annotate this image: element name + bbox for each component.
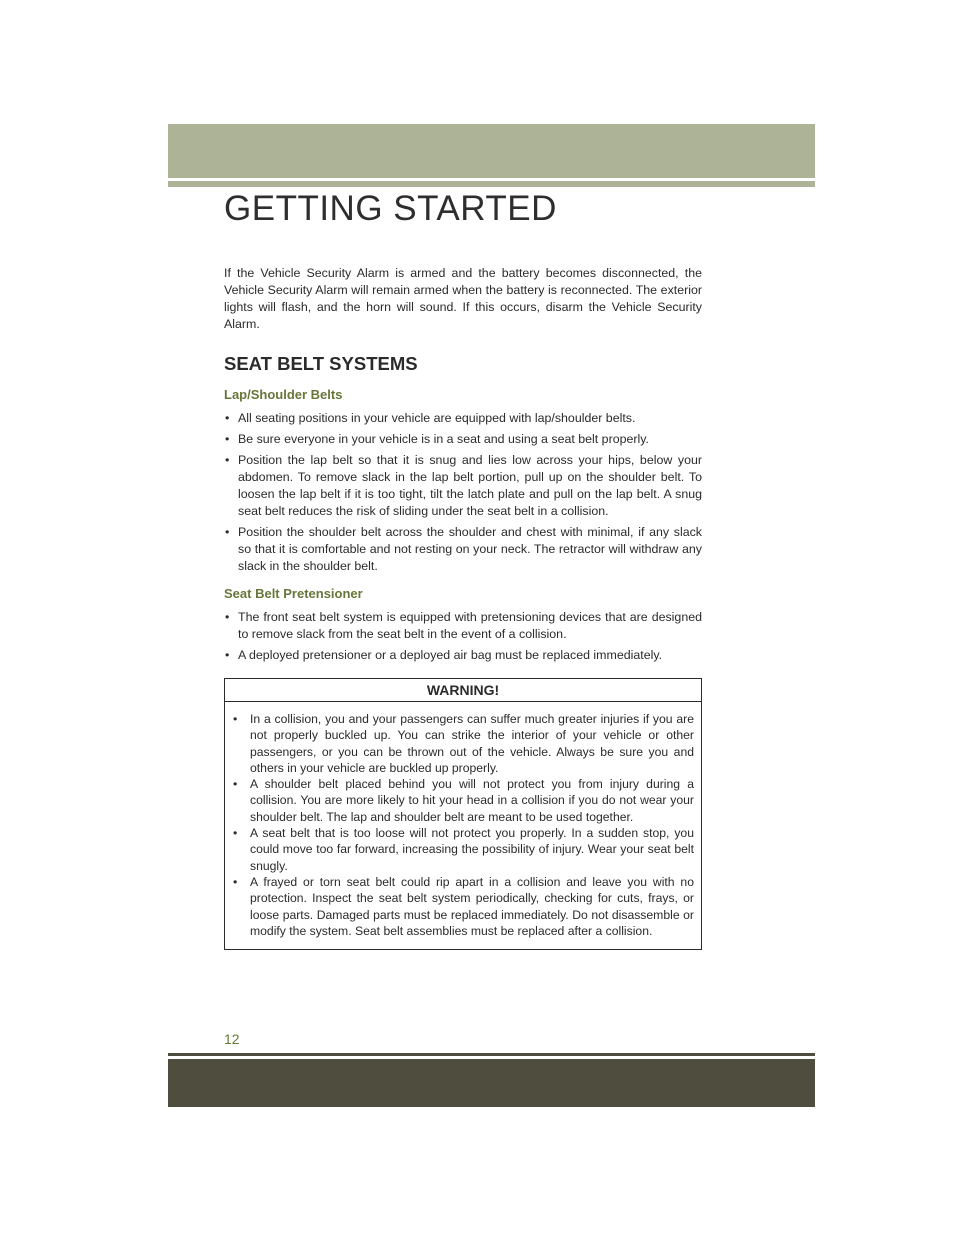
bullet-icon: • [233,874,238,889]
page-number: 12 [224,1031,240,1047]
bullet-icon: • [225,525,230,539]
bullet-icon: • [225,648,230,662]
header-divider [168,181,815,187]
list-item: • A shoulder belt placed behind you will not protect you from injury during a collision. You are more likely to hit your head in a collision if you do not wear your shoulder belt. The lap and shoulder belt are meant to be used together. [233,777,694,824]
lap-shoulder-heading: Lap/Shoulder Belts [224,387,343,402]
bullet-icon: • [233,826,238,841]
list-item: • All seating positions in your vehicle are equipped with lap/shoulder belts. [225,411,636,425]
footer-band [168,1059,815,1107]
bullet-icon: • [225,453,230,467]
pretensioner-heading: Seat Belt Pretensioner [224,586,363,601]
warning-list [225,702,701,949]
bullet-icon: • [225,432,230,446]
list-item: • Position the shoulder belt across the shoulder and chest with minimal, if any slack so that it is comfortable and not resting on your neck. The retractor will withdraw any slack in the shoulder belt. [225,525,702,573]
bullet-icon: • [225,411,230,425]
list-item: • A seat belt that is too loose will not protect you properly. In a sudden stop, you could move too far forward, increasing the possibility of injury. Wear your seat belt snugly. [233,826,694,873]
list-item: • A deployed pretensioner or a deployed air bag must be replaced immediately. [225,648,663,662]
bullet-icon: • [233,712,238,726]
list-item: • Position the lap belt so that it is snug and lies low across your hips, below your abdomen. To remove slack in the lap belt portion, pull up on the shoulder belt. To loosen the lap belt if it is too tight, tilt the latch plate and pull on the lap belt. A snug seat belt reduces the risk of sliding under the seat belt in a collision. [225,453,702,518]
page-title: GETTING STARTED [224,189,557,228]
warning-title: WARNING! [225,679,701,702]
pretensioner-list [224,609,702,664]
bullet-icon: • [225,610,230,624]
intro-paragraph: If the Vehicle Security Alarm is armed and the battery becomes disconnected, the Vehicle Security Alarm will remain armed when the battery is reconnected. The exterior lights will flash, and the horn will sound. If this occurs, disarm the Vehicle Security Alarm. [224,266,702,331]
bullet-icon: • [233,777,238,792]
page-content [224,265,702,950]
warning-box [224,678,702,950]
lap-shoulder-list [224,410,702,575]
list-item: • In a collision, you and your passengers can suffer much greater injuries if you are not properly buckled up. You can strike the interior of your vehicle or other passengers, or you can be thrown out of the vehicle. Always be sure you and others in your vehicle are buckled up properly. [233,712,694,775]
list-item: • Be sure everyone in your vehicle is in a seat and using a seat belt properly. [225,432,649,446]
list-item: • A frayed or torn seat belt could rip apart in a collision and leave you with no protection. Inspect the seat belt system periodically, checking for cuts, frays, or loose parts. Damaged parts must be replaced immediately. Do not disassemble or modify the system. Seat belt assemblies must be replaced after a collision. [233,874,694,938]
header-band [168,124,815,178]
section-title: SEAT BELT SYSTEMS [224,353,418,374]
footer-divider [168,1053,815,1056]
list-item: • The front seat belt system is equipped with pretensioning devices that are designed to remove slack from the seat belt in the event of a collision. [225,610,702,641]
